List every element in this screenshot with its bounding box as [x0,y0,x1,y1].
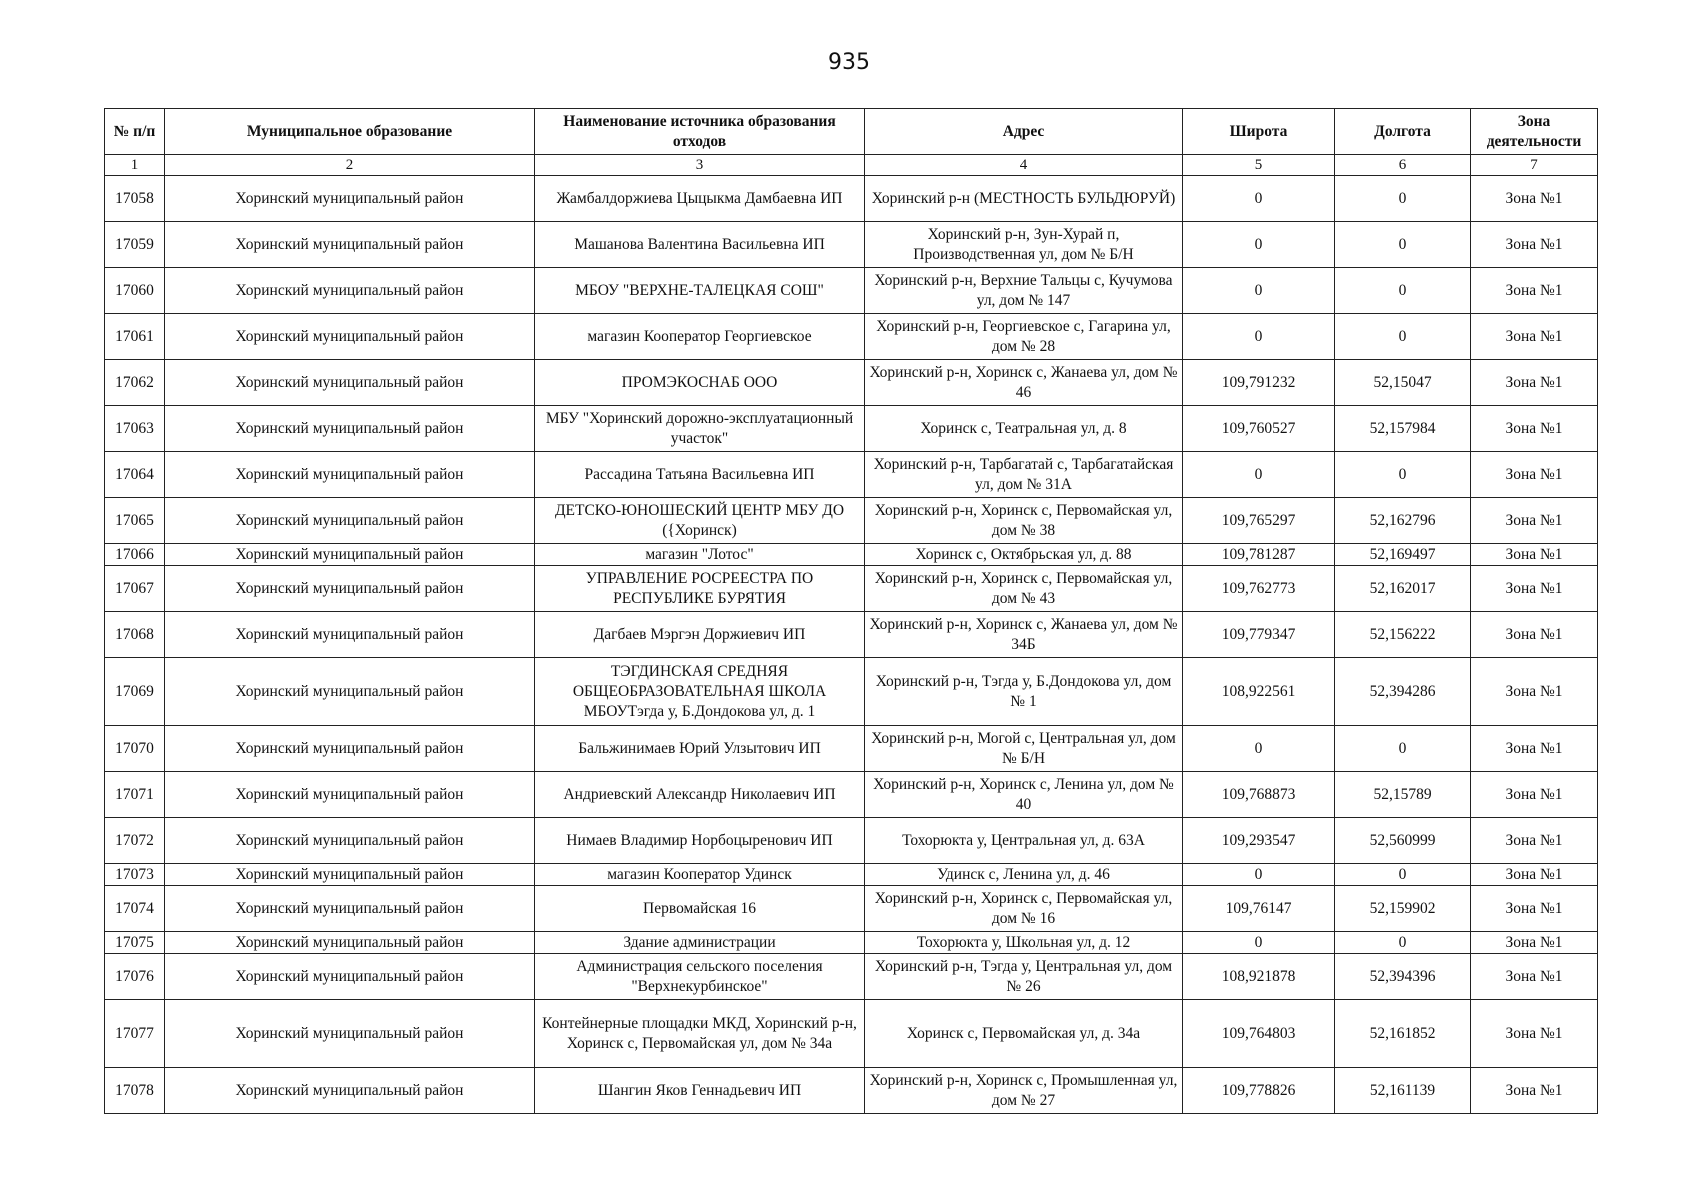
table-row [105,818,1598,864]
page-number: 935 [828,50,870,75]
longitude-cell: 52,161852 [1335,1000,1471,1068]
address-cell: Хоринский р-н, Хоринск с, Первомайская ул, дом № 43 [865,566,1183,612]
row-number: 17058 [105,176,165,222]
column-number: 4 [865,155,1183,176]
source-name-cell: Андриевский Александр Николаевич ИП [535,772,865,818]
table-row [105,932,1598,954]
address-cell: Хоринск с, Театральная ул, д. 8 [865,406,1183,452]
municipality-cell: Хоринский муниципальный район [165,954,535,1000]
table-row [105,1000,1598,1068]
latitude-cell: 0 [1183,314,1335,360]
row-number: 17070 [105,726,165,772]
source-name-cell: Первомайская 16 [535,886,865,932]
zone-cell: Зона №1 [1471,452,1598,498]
table-row [105,268,1598,314]
source-name-cell: Здание администрации [535,932,865,954]
address-cell: Хоринский р-н, Хоринск с, Промышленная ул, дом № 27 [865,1068,1183,1114]
row-number: 17066 [105,544,165,566]
row-number: 17075 [105,932,165,954]
column-number-row [105,155,1598,176]
table-row [105,658,1598,726]
zone-cell: Зона №1 [1471,406,1598,452]
address-cell: Хоринский р-н, Тарбагатай с, Тарбагатайская ул, дом № 31А [865,452,1183,498]
source-name-cell: магазин "Лотос" [535,544,865,566]
source-name-cell: Машанова Валентина Васильевна ИП [535,222,865,268]
row-number: 17073 [105,864,165,886]
row-number: 17071 [105,772,165,818]
municipality-cell: Хоринский муниципальный район [165,360,535,406]
table-row [105,772,1598,818]
zone-cell: Зона №1 [1471,566,1598,612]
latitude-cell: 109,778826 [1183,1068,1335,1114]
table-row [105,544,1598,566]
source-name-cell: магазин Кооператор Удинск [535,864,865,886]
zone-cell: Зона №1 [1471,932,1598,954]
table-row [105,954,1598,1000]
row-number: 17068 [105,612,165,658]
column-number: 1 [105,155,165,176]
zone-cell: Зона №1 [1471,176,1598,222]
municipality-cell: Хоринский муниципальный район [165,726,535,772]
source-name-cell: магазин Кооператор Георгиевское [535,314,865,360]
latitude-cell: 0 [1183,452,1335,498]
source-name-cell: Администрация сельского поселения "Верхнекурбинское" [535,954,865,1000]
municipality-cell: Хоринский муниципальный район [165,222,535,268]
zone-cell: Зона №1 [1471,498,1598,544]
address-cell: Хоринский р-н, Верхние Тальцы с, Кучумова ул, дом № 147 [865,268,1183,314]
municipality-cell: Хоринский муниципальный район [165,818,535,864]
source-name-cell: МБОУ "ВЕРХНЕ-ТАЛЕЦКАЯ СОШ" [535,268,865,314]
longitude-cell: 0 [1335,222,1471,268]
source-name-cell: ПРОМЭКОСНАБ ООО [535,360,865,406]
longitude-cell: 52,15789 [1335,772,1471,818]
zone-cell: Зона №1 [1471,222,1598,268]
latitude-cell: 109,760527 [1183,406,1335,452]
latitude-cell: 109,768873 [1183,772,1335,818]
header-longitude: Долгота [1335,109,1471,155]
latitude-cell: 0 [1183,932,1335,954]
row-number: 17059 [105,222,165,268]
zone-cell: Зона №1 [1471,726,1598,772]
latitude-cell: 0 [1183,268,1335,314]
table-body [105,176,1598,1114]
address-cell: Хоринский р-н, Георгиевское с, Гагарина ул, дом № 28 [865,314,1183,360]
latitude-cell: 109,764803 [1183,1000,1335,1068]
column-number: 7 [1471,155,1598,176]
row-number: 17077 [105,1000,165,1068]
municipality-cell: Хоринский муниципальный район [165,566,535,612]
table-row [105,314,1598,360]
column-number: 6 [1335,155,1471,176]
municipality-cell: Хоринский муниципальный район [165,544,535,566]
latitude-cell: 109,779347 [1183,612,1335,658]
table-row [105,406,1598,452]
longitude-cell: 52,560999 [1335,818,1471,864]
table-row [105,864,1598,886]
municipality-cell: Хоринский муниципальный район [165,658,535,726]
municipality-cell: Хоринский муниципальный район [165,452,535,498]
longitude-cell: 0 [1335,268,1471,314]
latitude-cell: 109,765297 [1183,498,1335,544]
municipality-cell: Хоринский муниципальный район [165,1068,535,1114]
address-cell: Хоринский р-н, Хоринск с, Первомайская ул, дом № 38 [865,498,1183,544]
header-address: Адрес [865,109,1183,155]
source-name-cell: Дагбаев Мэргэн Доржиевич ИП [535,612,865,658]
zone-cell: Зона №1 [1471,1000,1598,1068]
latitude-cell: 109,781287 [1183,544,1335,566]
source-name-cell: УПРАВЛЕНИЕ РОСРЕЕСТРА ПО РЕСПУБЛИКЕ БУРЯТИЯ [535,566,865,612]
source-name-cell: Рассадина Татьяна Васильевна ИП [535,452,865,498]
municipality-cell: Хоринский муниципальный район [165,932,535,954]
longitude-cell: 0 [1335,864,1471,886]
municipality-cell: Хоринский муниципальный район [165,268,535,314]
column-number: 5 [1183,155,1335,176]
row-number: 17060 [105,268,165,314]
longitude-cell: 52,161139 [1335,1068,1471,1114]
latitude-cell: 108,922561 [1183,658,1335,726]
zone-cell: Зона №1 [1471,1068,1598,1114]
table-row [105,726,1598,772]
waste-sources-table [104,108,1598,1114]
latitude-cell: 109,76147 [1183,886,1335,932]
address-cell: Хоринский р-н, Хоринск с, Ленина ул, дом № 40 [865,772,1183,818]
table-row [105,612,1598,658]
municipality-cell: Хоринский муниципальный район [165,314,535,360]
address-cell: Хоринский р-н, Хоринск с, Жанаева ул, дом № 46 [865,360,1183,406]
municipality-cell: Хоринский муниципальный район [165,498,535,544]
latitude-cell: 109,293547 [1183,818,1335,864]
source-name-cell: ДЕТСКО-ЮНОШЕСКИЙ ЦЕНТР МБУ ДО ({Хоринск) [535,498,865,544]
zone-cell: Зона №1 [1471,772,1598,818]
latitude-cell: 0 [1183,726,1335,772]
longitude-cell: 0 [1335,726,1471,772]
source-name-cell: Контейнерные площадки МКД, Хоринский р-н, Хоринск с, Первомайская ул, дом № 34а [535,1000,865,1068]
table-row [105,498,1598,544]
source-name-cell: Бальжинимаев Юрий Улзытович ИП [535,726,865,772]
longitude-cell: 52,169497 [1335,544,1471,566]
table-row [105,886,1598,932]
zone-cell: Зона №1 [1471,886,1598,932]
longitude-cell: 52,15047 [1335,360,1471,406]
source-name-cell: Шангин Яков Геннадьевич ИП [535,1068,865,1114]
row-number: 17065 [105,498,165,544]
row-number: 17064 [105,452,165,498]
longitude-cell: 52,157984 [1335,406,1471,452]
table-row [105,360,1598,406]
municipality-cell: Хоринский муниципальный район [165,612,535,658]
header-zone: Зона деятельности [1471,109,1598,155]
latitude-cell: 0 [1183,222,1335,268]
header-latitude: Широта [1183,109,1335,155]
table-row [105,566,1598,612]
column-number: 3 [535,155,865,176]
address-cell: Хоринский р-н, Тэгда у, Центральная ул, дом № 26 [865,954,1183,1000]
table-row [105,452,1598,498]
row-number: 17069 [105,658,165,726]
municipality-cell: Хоринский муниципальный район [165,886,535,932]
zone-cell: Зона №1 [1471,314,1598,360]
row-number: 17078 [105,1068,165,1114]
header-number: № п/п [105,109,165,155]
row-number: 17063 [105,406,165,452]
table-row [105,1068,1598,1114]
address-cell: Хоринский р-н, Тэгда у, Б.Дондокова ул, дом № 1 [865,658,1183,726]
address-cell: Хоринский р-н, Хоринск с, Первомайская ул, дом № 16 [865,886,1183,932]
column-number: 2 [165,155,535,176]
header-municipality: Муниципальное образование [165,109,535,155]
zone-cell: Зона №1 [1471,658,1598,726]
longitude-cell: 52,159902 [1335,886,1471,932]
row-number: 17062 [105,360,165,406]
address-cell: Хоринский р-н, Хоринск с, Жанаева ул, дом № 34Б [865,612,1183,658]
latitude-cell: 109,791232 [1183,360,1335,406]
municipality-cell: Хоринский муниципальный район [165,864,535,886]
municipality-cell: Хоринский муниципальный район [165,772,535,818]
source-name-cell: Нимаев Владимир Норбоцыренович ИП [535,818,865,864]
table-header-row [105,109,1598,155]
address-cell: Хоринск с, Октябрьская ул, д. 88 [865,544,1183,566]
municipality-cell: Хоринский муниципальный район [165,176,535,222]
longitude-cell: 52,162017 [1335,566,1471,612]
zone-cell: Зона №1 [1471,864,1598,886]
address-cell: Хоринский р-н, Зун-Хурай п, Производственная ул, дом № Б/Н [865,222,1183,268]
longitude-cell: 52,162796 [1335,498,1471,544]
address-cell: Хоринский р-н, Могой с, Центральная ул, дом № Б/Н [865,726,1183,772]
address-cell: Тохорюкта у, Центральная ул, д. 63А [865,818,1183,864]
longitude-cell: 52,156222 [1335,612,1471,658]
source-name-cell: Жамбалдоржиева Цыцыкма Дамбаевна ИП [535,176,865,222]
row-number: 17072 [105,818,165,864]
address-cell: Хоринский р-н (МЕСТНОСТЬ БУЛЬДЮРУЙ) [865,176,1183,222]
municipality-cell: Хоринский муниципальный район [165,1000,535,1068]
longitude-cell: 0 [1335,176,1471,222]
table-row [105,222,1598,268]
latitude-cell: 108,921878 [1183,954,1335,1000]
zone-cell: Зона №1 [1471,818,1598,864]
row-number: 17061 [105,314,165,360]
longitude-cell: 0 [1335,314,1471,360]
row-number: 17076 [105,954,165,1000]
municipality-cell: Хоринский муниципальный район [165,406,535,452]
zone-cell: Зона №1 [1471,360,1598,406]
latitude-cell: 0 [1183,176,1335,222]
zone-cell: Зона №1 [1471,268,1598,314]
longitude-cell: 52,394286 [1335,658,1471,726]
zone-cell: Зона №1 [1471,544,1598,566]
zone-cell: Зона №1 [1471,954,1598,1000]
longitude-cell: 0 [1335,932,1471,954]
source-name-cell: МБУ "Хоринский дорожно-эксплуатационный участок" [535,406,865,452]
longitude-cell: 52,394396 [1335,954,1471,1000]
header-source: Наименование источника образования отходов [535,109,865,155]
row-number: 17067 [105,566,165,612]
address-cell: Тохорюкта у, Школьная ул, д. 12 [865,932,1183,954]
row-number: 17074 [105,886,165,932]
address-cell: Хоринск с, Первомайская ул, д. 34а [865,1000,1183,1068]
zone-cell: Зона №1 [1471,612,1598,658]
table-row [105,176,1598,222]
address-cell: Удинск с, Ленина ул, д. 46 [865,864,1183,886]
latitude-cell: 109,762773 [1183,566,1335,612]
latitude-cell: 0 [1183,864,1335,886]
longitude-cell: 0 [1335,452,1471,498]
source-name-cell: ТЭГДИНСКАЯ СРЕДНЯЯ ОБЩЕОБРАЗОВАТЕЛЬНАЯ ШКОЛА МБОУТэгда у, Б.Дондокова ул, д. 1 [535,658,865,726]
